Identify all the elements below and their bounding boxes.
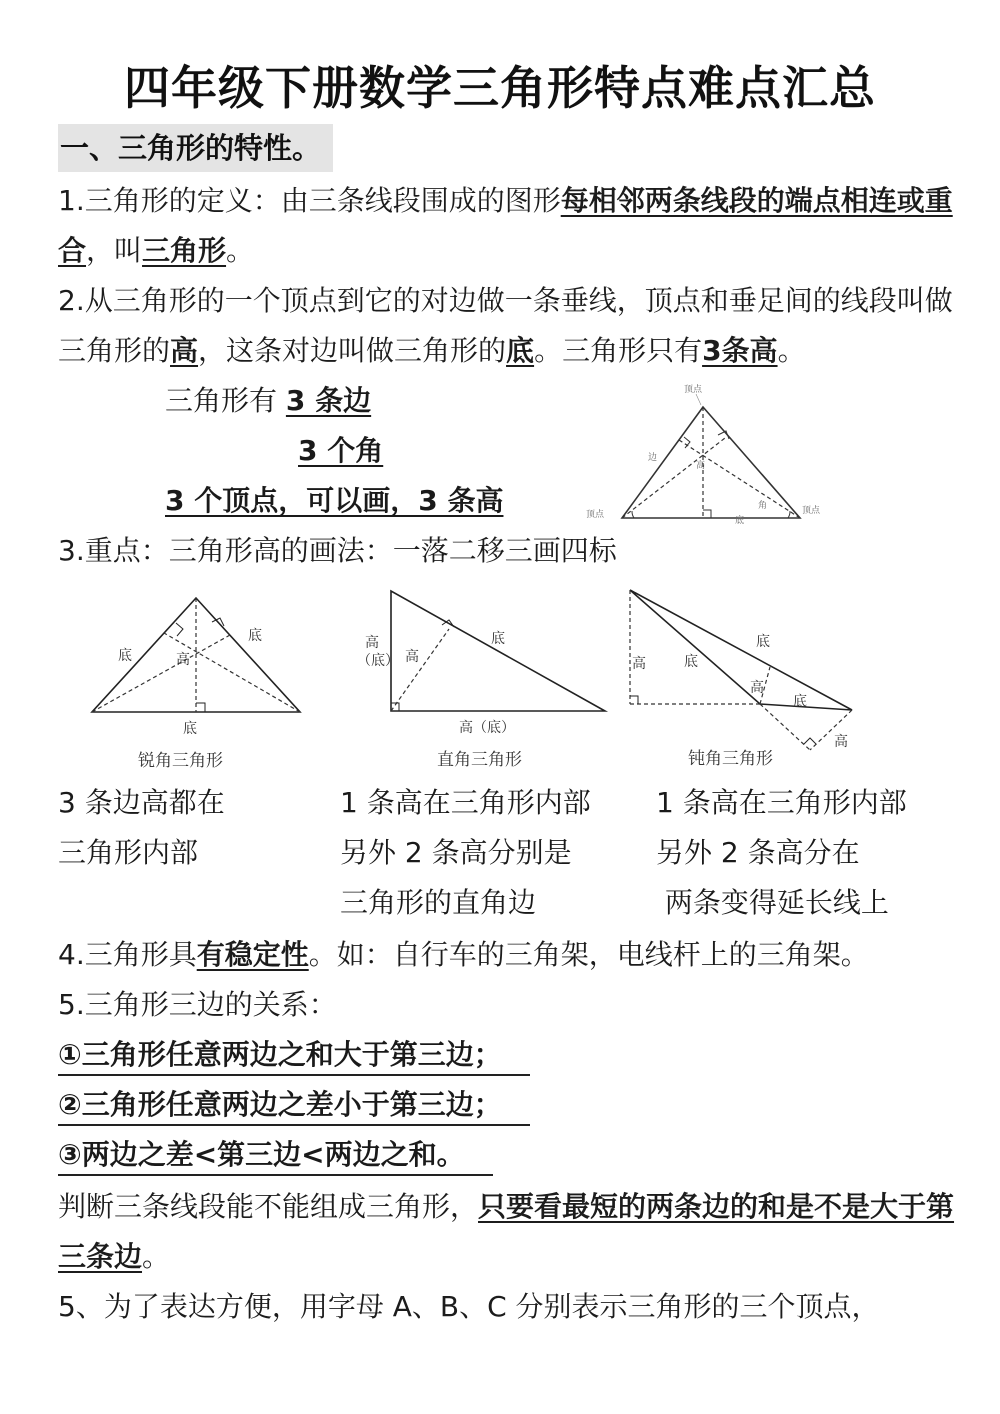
base-label: 底: [248, 628, 262, 644]
triangle-outline: [391, 591, 605, 711]
summary-line-3: [165, 476, 503, 526]
emphasis: 有稳定性: [196, 938, 309, 971]
vertex-label: 顶点: [586, 510, 605, 520]
rule-1: [58, 1030, 530, 1080]
text-line: 三角形内部: [58, 836, 199, 869]
vertex-label: 顶点: [802, 506, 821, 516]
edge-label: 边: [648, 453, 658, 463]
height-label: 高: [750, 680, 764, 696]
text-line: 两条变得延长线上: [656, 886, 889, 919]
rule-3: [58, 1130, 493, 1180]
text-line: 1 条高在三角形内部: [340, 786, 591, 819]
height-label: 高: [834, 734, 848, 750]
base-label: 底: [684, 654, 698, 670]
rule-2: [58, 1080, 530, 1130]
text: 1.三角形的定义：由三条线段围成的图形: [58, 184, 561, 217]
right-description: [340, 778, 591, 928]
emphasis: 只要看最短的两条边的和是不是大于第三条边: [58, 1190, 955, 1273]
key-point-paragraph: 3.重点：三角形高的画法：一落二移三画四标: [58, 534, 617, 567]
base-label: 底: [735, 516, 745, 525]
base-label: 底: [118, 648, 132, 664]
triangle-caption: 直角三角形: [437, 750, 522, 770]
text-line: 三角形的直角边: [340, 886, 537, 919]
text-line: 3 条边高都在: [58, 786, 225, 819]
height-label: 高: [632, 656, 646, 672]
rule-number: ③: [58, 1138, 82, 1171]
side-relation-heading: 5.三角形三边的关系：: [58, 988, 337, 1021]
triangle-caption: 锐角三角形: [138, 751, 223, 771]
height-line: [92, 635, 230, 712]
rule-number: ①: [58, 1038, 82, 1071]
emphasis: 底: [506, 334, 535, 367]
emphasis: 三角形: [142, 234, 227, 267]
extension-line: [760, 704, 810, 750]
labeled-triangle-diagram: [580, 380, 830, 525]
rule-text: 三角形任意两边之和大于第三边；: [81, 1038, 502, 1071]
section-heading: 一、三角形的特性。: [58, 124, 333, 172]
right-angle-mark: [196, 703, 205, 712]
rule-number: ②: [58, 1088, 82, 1121]
right-angle-mark: [630, 696, 638, 704]
text: ，叫: [86, 234, 143, 267]
text: 。: [226, 234, 255, 267]
text: 2.从三角形的一个顶点到它的对边做一条垂线，顶点和垂足间的线段叫做三角形的: [58, 284, 953, 367]
right-angle-mark: [176, 623, 183, 636]
acute-description: [58, 778, 225, 878]
height-line: [164, 633, 300, 712]
triangle-caption: 钝角三角形: [688, 749, 773, 769]
text: ，这条对边叫做三角形的: [198, 334, 507, 367]
triangle-outline: [630, 590, 852, 710]
emphasis: 3 条边: [285, 384, 372, 417]
base-label: 底: [793, 694, 807, 710]
height-label: 高: [365, 635, 379, 651]
definition-paragraph: [58, 176, 958, 276]
angle-arc: [632, 511, 634, 518]
text-line: 另外 2 条高分别是: [340, 836, 572, 869]
text: 。如：自行车的三角架，电线杆上的三角架。: [308, 938, 869, 971]
notation-paragraph: 5、为了表达方便，用字母 A、B、C 分别表示三角形的三个顶点，: [58, 1290, 880, 1323]
emphasis: 3条高: [702, 334, 778, 367]
judge-paragraph: [58, 1182, 958, 1282]
base-label: 底: [756, 634, 770, 650]
emphasis: 3 个顶点，可以画，3 条高: [165, 484, 504, 517]
angle-arc: [788, 511, 790, 518]
text: 。: [142, 1240, 171, 1273]
text-line: 1 条高在三角形内部: [656, 786, 907, 819]
emphasis: 每相邻两条线段的端点相连或重合: [58, 184, 953, 267]
right-angle-mark: [703, 510, 711, 518]
right-angle-mark: [718, 431, 729, 439]
height-line: [391, 629, 449, 711]
base-label: （底）: [357, 653, 399, 669]
vertex-label: 顶点: [684, 385, 703, 395]
text-line: 另外 2 条高分在: [656, 836, 860, 869]
height-base-label: 高（底）: [459, 720, 515, 736]
text: 三角形有: [165, 384, 286, 417]
height-line: [679, 440, 800, 518]
obtuse-triangle-diagram: [620, 582, 870, 777]
right-angle-mark: [804, 738, 816, 744]
height-label: 高: [405, 649, 419, 665]
text: 。: [777, 334, 806, 367]
right-angle-mark: [684, 437, 690, 448]
text: 判断三条线段能不能组成三角形，: [58, 1190, 479, 1223]
text: 。三角形只有: [534, 334, 703, 367]
base-label: 底: [491, 631, 505, 647]
right-triangle-diagram: [355, 585, 615, 775]
obtuse-description: [656, 778, 907, 928]
stability-paragraph: [58, 930, 958, 980]
emphasis: 高: [170, 334, 199, 367]
angle-label: 角: [758, 501, 768, 511]
height-label: 高: [176, 652, 190, 668]
base-label: 底: [183, 721, 197, 737]
rule-text: 两边之差<第三边<两边之和。: [81, 1138, 465, 1171]
page-title: 四年级下册数学三角形特点难点汇总: [124, 61, 876, 115]
rule-text: 三角形任意两边之差小于第三边；: [81, 1088, 502, 1121]
acute-triangle-diagram: [80, 588, 320, 776]
height-label: 高: [696, 461, 706, 471]
text: 4.三角形具: [58, 938, 197, 971]
emphasis: 3 个角: [298, 434, 384, 467]
summary-line-1: [165, 376, 371, 426]
height-line: [622, 438, 725, 518]
summary-line-2: [298, 426, 383, 476]
height-paragraph: [58, 276, 958, 376]
